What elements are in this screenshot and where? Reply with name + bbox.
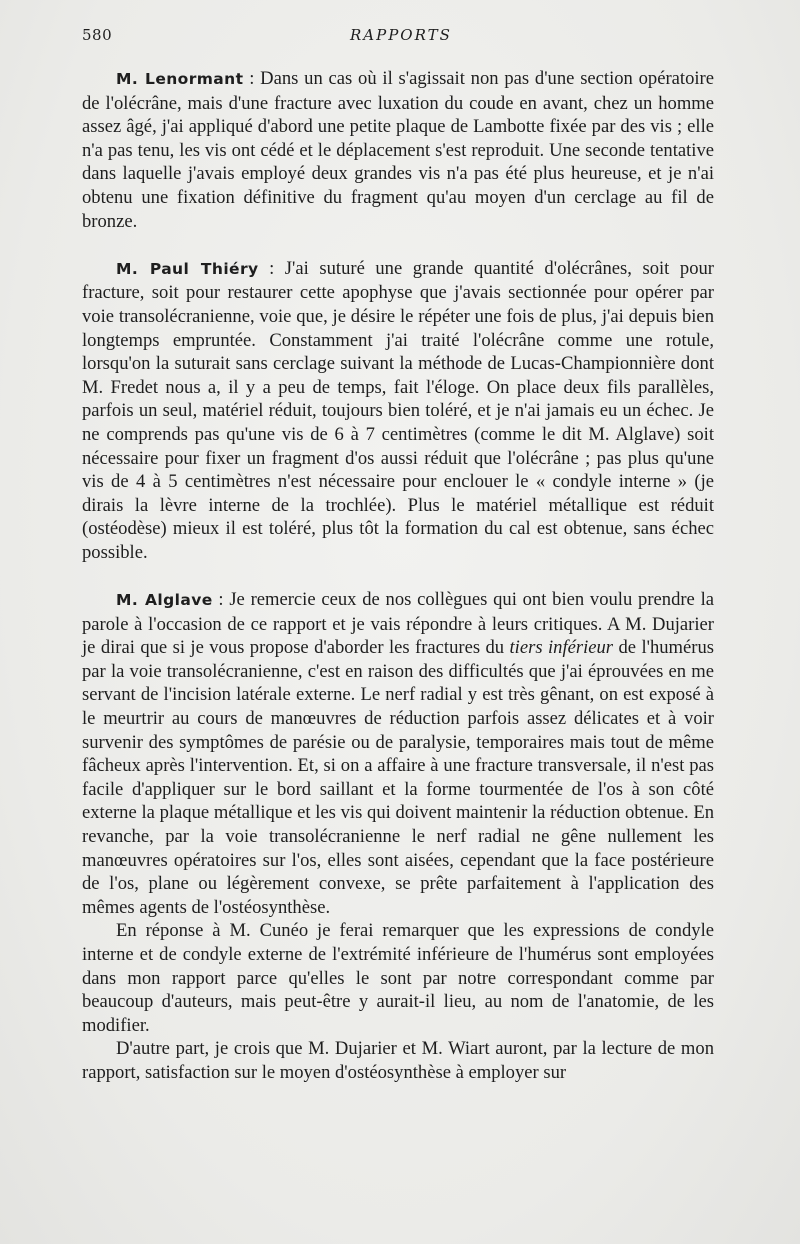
paragraph-lenormant [82,67,714,233]
paragraph-text: de l'humérus par la voie transolécranienne, c'est en raison des difficultés que j'ai éprouvées en me servant de l'incision latérale externe. Le nerf radial y est très gênant, on est exposé à le meurtrir au cours de manœuvres de réduction parfois assez délicates et à voir survenir des symptômes de parésie ou de paralysie, temporaires mais tout de même fâcheux après l'intervention. Et, si on a affaire à une fracture transversale, il n'est pas facile d'appliquer sur le bord saillant et la forme tourmentée de l'os à son côté externe la plaque métallique et les vis qui doivent maintenir la réduction obtenue. En revanche, par la voie transolécranienne le nerf radial ne gêne nullement les manœuvres opératoires sur l'os, elles sont aisées, cependant que la face postérieure de l'os, plane ou légèrement convexe, se prête parfaitement à l'application des mêmes agents de l'ostéosynthèse. [82,637,714,918]
page-header [82,26,716,50]
paragraph-reply-cuneo [82,919,714,1037]
paragraph-text: : Dans un cas où il s'agissait non pas d'une section opératoire de l'olécrâne, mais d'une fracture avec luxation du coude en avant, chez un homme assez âgé, j'ai appliqué d'abord une petite plaque de Lambotte fixée par des vis ; elle n'a pas tenu, les vis ont cédé et le déplacement s'est reproduit. Une seconde tentative dans laquelle j'avais employé deux grandes vis n'a pas été plus heureuse, et je n'ai obtenu une fixation définitive du fragment qu'au moyen d'un cerclage au fil de bronze. [82,68,715,232]
paragraph-alglave [82,588,714,919]
paragraph-text: D'autre part, je crois que M. Dujarier et M. Wiart auront, par la lecture de mon rapport, satisfaction sur le moyen d'ostéosynthèse à employer sur [82,1038,714,1083]
paragraph-text: En réponse à M. Cunéo je ferai remarquer que les expressions de condyle interne et de condyle externe de l'extrémité inférieure de l'humérus sont employées dans mon rapport parce qu'elles le sont par notre correspondant comme par beaucoup d'auteurs, mais peut-être y aurait-il lieu, au nom de l'anatomie, de les modifier. [82,920,714,1036]
paragraph-text: : J'ai suturé une grande quantité d'olécrânes, soit pour fracture, soit pour restaurer cette apophyse que j'avais sectionnée pour opérer par voie transolécranienne, voie que, je désire le répéter une fois de plus, j'ai depuis bien longtemps empruntée. Constamment j'ai traité l'olécrâne comme une rotule, lorsqu'on la suturait sans cerclage suivant la méthode de Lucas-Championnière dont M. Fredet nous a, il y a peu de temps, fait l'éloge. On place deux fils parallèles, parfois un seul, matériel réduit, toujours bien toléré, et je n'ai jamais eu un échec. Je ne comprends pas qu'une vis de 6 à 7 centimètres (comme le dit M. Alglave) soit nécessaire pour fixer un fragment d'os aussi réduit que l'olécrâne ; pas plus qu'une vis de 4 à 5 centimètres n'est nécessaire pour enclouer le « condyle interne » (je dirais la lèvre interne de la trochlée). Plus le matériel métallique est réduit (ostéodèse) mieux il est toléré, plus tôt la formation du cal est obtenue, sans échec possible. [82,257,715,563]
speaker-name: M. Alglave [116,591,213,610]
page-number: 580 [82,26,113,44]
running-head: RAPPORTS [350,26,452,44]
paragraph-thiery [82,257,714,565]
speaker-prefix: M. [116,259,150,278]
italic-phrase: tiers inférieur [509,637,614,659]
paragraph-reply-dujarier-wiart [82,1037,714,1084]
paragraph-text: : Je remercie ceux de nos collègues qui ont bien voulu prendre la parole à l'occasion de ce rapport et je vais répondre à leurs critiques. A M. Dujarier je dirai que si je vous propose d'aborder les fractures du [82,589,714,659]
speaker-name: M. Lenormant [116,70,244,88]
speaker-name: Paul Thiéry [149,259,259,278]
body-text [82,67,714,1085]
